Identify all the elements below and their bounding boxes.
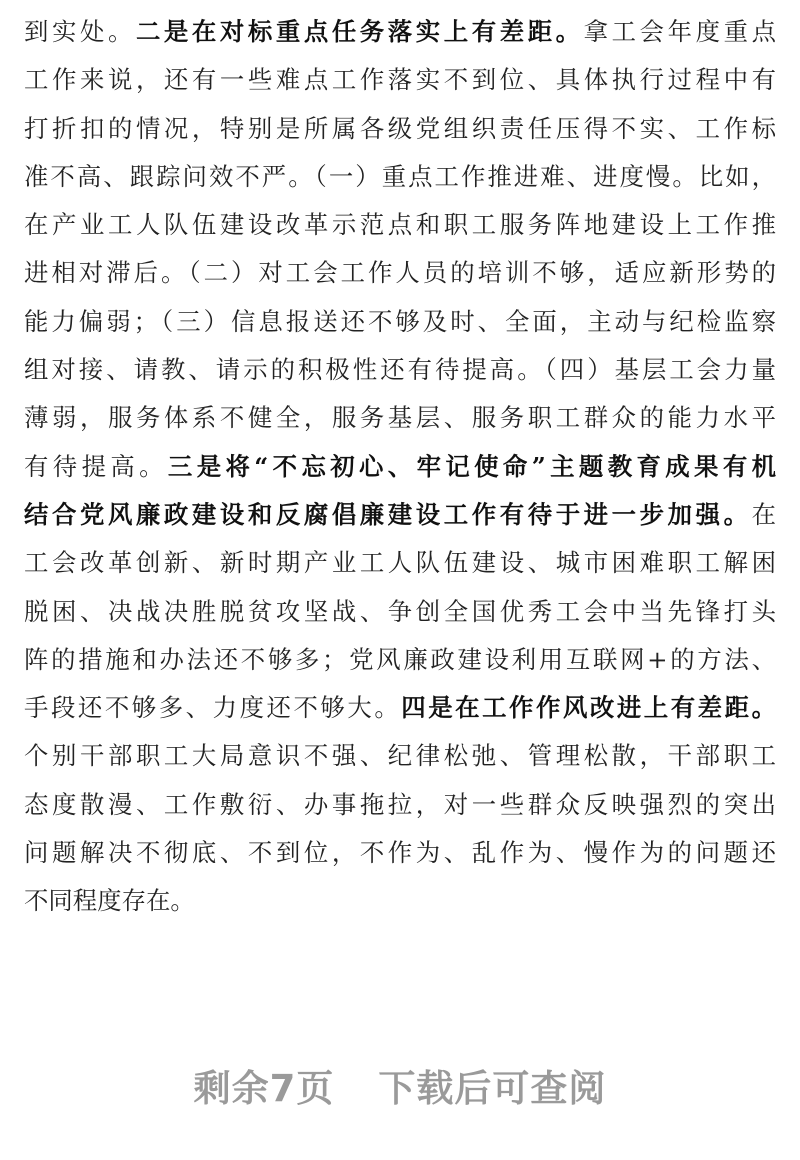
text-segment: 薄弱，服务体系不健全，服务基层、服务职工群众的能力水平: [24, 403, 776, 433]
bold-text-segment: 四是在工作作风改进上有差距。: [401, 693, 776, 723]
body-paragraph: [24, 8, 776, 926]
bold-text-segment: 结合党风廉政建设和反腐倡廉建设工作有待于进一步加强。: [24, 499, 752, 529]
text-line: [24, 491, 776, 539]
text-segment: 阵的措施和办法还不够多；党风廉政建设利用互联网+的方法、: [24, 644, 776, 674]
text-line: [24, 346, 776, 394]
text-line: [24, 829, 776, 877]
download-notice[interactable]: [0, 1058, 800, 1112]
remaining-pages-text: 剩余7页: [193, 1067, 335, 1110]
text-segment: 准不高、跟踪问效不严。（一）重点工作推进难、进度慢。比如，: [24, 161, 776, 191]
text-segment: 能力偏弱；（三）信息报送还不够及时、全面，主动与纪检监察: [24, 306, 776, 336]
text-line: [24, 298, 776, 346]
text-line: [24, 732, 776, 780]
text-segment: 手段还不够多、力度还不够大。: [24, 693, 402, 723]
text-line: [24, 588, 776, 636]
text-segment: 脱困、决战决胜脱贫攻坚战、争创全国优秀工会中当先锋打头: [24, 596, 776, 626]
text-line: [24, 249, 776, 297]
text-segment: 态度散漫、工作敷衍、办事拖拉，对一些群众反映强烈的突出: [24, 789, 776, 819]
bold-text-segment: 三是将“不忘初心、牢记使命”主题教育成果有机: [167, 451, 776, 481]
download-to-view-text: 下载后可查阅: [378, 1067, 607, 1110]
text-segment: 有待提高。: [24, 451, 168, 481]
text-segment: 组对接、请教、请示的积极性还有待提高。（四）基层工会力量: [24, 355, 776, 385]
text-line: [24, 539, 776, 587]
text-line: [24, 877, 776, 925]
text-line: [24, 201, 776, 249]
text-segment: 工会改革创新、新时期产业工人队伍建设、城市困难职工解困: [24, 548, 776, 578]
text-segment: 打折扣的情况，特别是所属各级党组织责任压得不实、工作标: [24, 113, 776, 143]
text-line: [24, 105, 776, 153]
text-segment: 问题解决不彻底、不到位，不作为、乱作为、慢作为的问题还: [24, 838, 776, 868]
text-line: [24, 153, 776, 201]
text-line: [24, 56, 776, 104]
text-segment: 拿工会年度重点: [583, 17, 776, 46]
text-segment: 个别干部职工大局意识不强、纪律松弛、管理松散，干部职工: [24, 741, 776, 771]
text-line: [24, 684, 776, 732]
text-line: [24, 781, 776, 829]
text-segment: 到实处。: [24, 17, 136, 46]
text-line: [24, 8, 776, 56]
text-line: [24, 636, 776, 684]
text-segment: 进相对滞后。（二）对工会工作人员的培训不够，适应新形势的: [24, 258, 776, 288]
text-line: [24, 394, 776, 442]
bold-text-segment: 二是在对标重点任务落实上有差距。: [135, 17, 584, 46]
text-segment: 工作来说，还有一些难点工作落实不到位、具体执行过程中有: [24, 65, 776, 95]
text-segment: 在产业工人队伍建设改革示范点和职工服务阵地建设上工作推: [24, 210, 776, 240]
text-segment: 不同程度存在。: [24, 886, 195, 916]
text-line: [24, 443, 776, 491]
text-segment: 在: [751, 499, 776, 529]
